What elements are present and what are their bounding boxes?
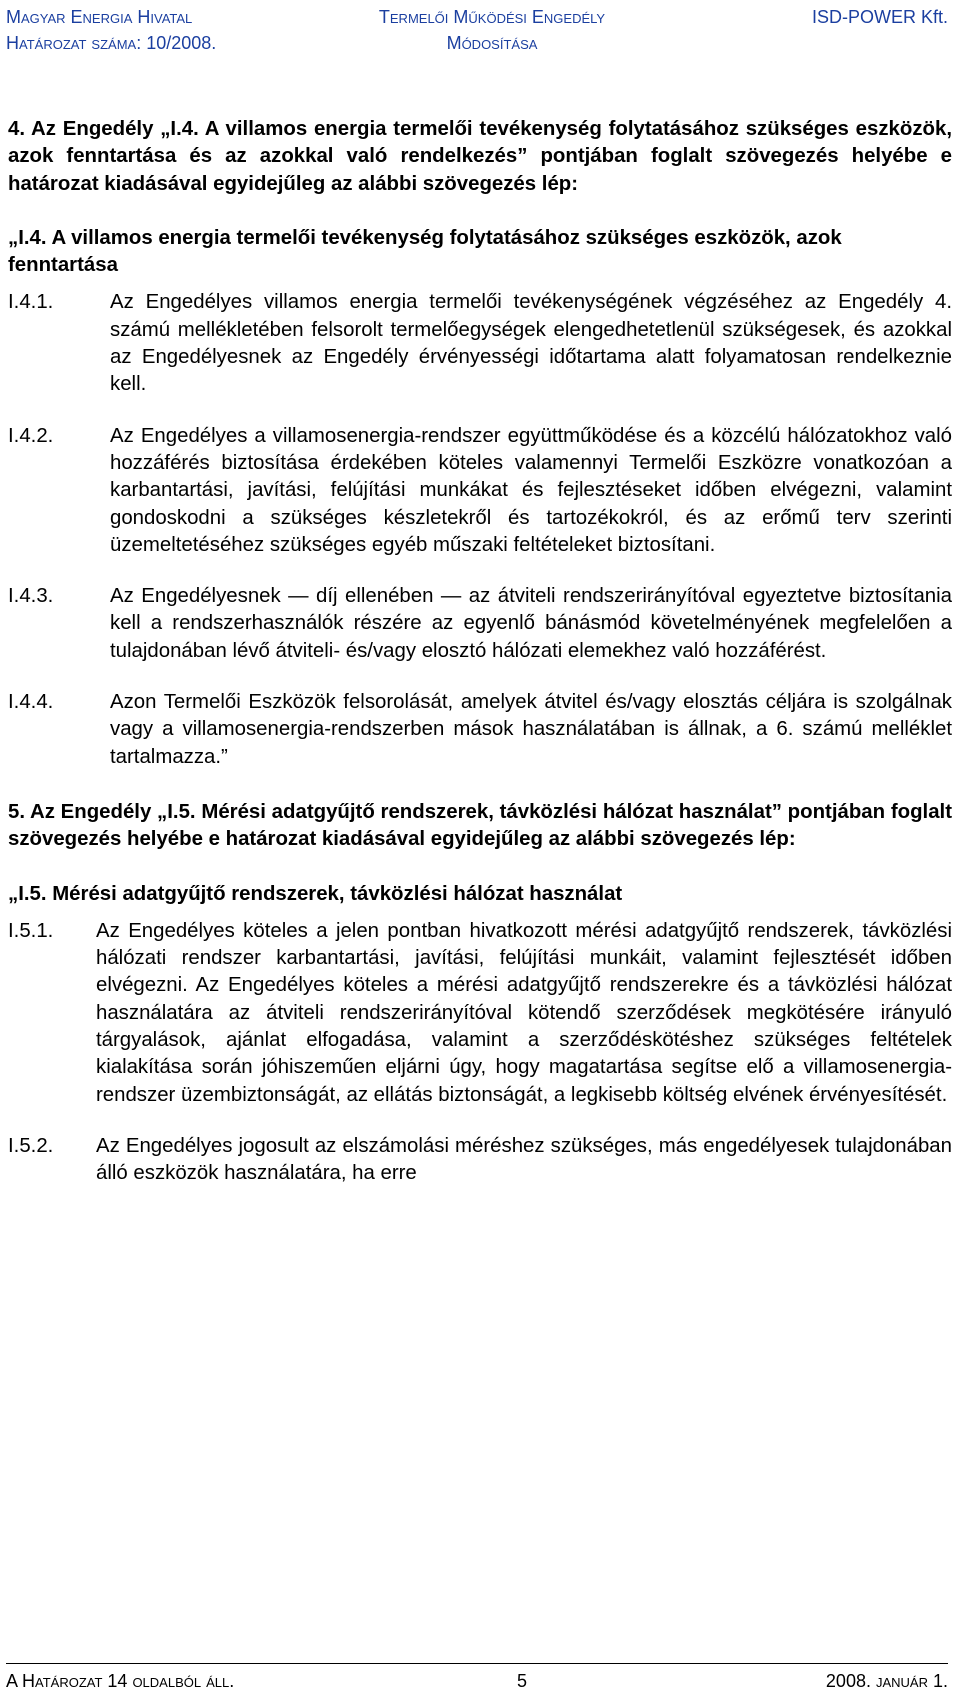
item-number: I.5.1.: [8, 919, 54, 942]
list-item: [8, 289, 952, 398]
item-text: Az Engedélyes jogosult az elszámolási méréshez szükséges, más engedélyesek tulajdonában álló eszközök használatára, ha erre: [96, 1134, 952, 1185]
header-company: ISD-POWER Kft.: [811, 7, 948, 27]
header-amendment: Módosítása: [446, 33, 538, 53]
item-number: I.4.1.: [8, 291, 54, 314]
item-number: I.4.4.: [8, 691, 54, 714]
header-authority: Magyar Energia Hivatal: [6, 7, 193, 27]
item-text: Az Engedélyes köteles a jelen pontban hivatkozott mérési adatgyűjtő rendszerek, távközlési hálózati rendszer karbantartási, javítási, felújítási munkáit, valamint fejlesztését időben elvégezni. Az Engedélyes köteles a mérési adatgyűjtő rendszerekre és a távközlési hálózat használatára az átviteli rendszerirányítóval kötendő szerződések megkötésére irányuló tárgyalások, ajánlat elfogadása, valamint a szerződéskötéshez szükséges feltételek kialakítása során jóhiszeműen eljárni úgy, hogy magatartása segítse elő a villamosenergia-rendszer üzembiztonságát, az ellátás biztonságát, a legkisebb költség elvének érvényesítését.: [96, 919, 952, 1106]
footer-page-count: A Határozat 14 oldalból áll.: [6, 1671, 235, 1691]
section-5-heading: „I.5. Mérési adatgyűjtő rendszerek, távközlési hálózat használat: [8, 882, 623, 905]
item-text: Az Engedélyes villamos energia termelői tevékenységének végzéséhez az Engedély 4. számú mellékletében felsorolt termelőegységek elengedhetetlenül szükségesek, és azokkal az Engedélyesnek az Engedély érvényességi időtartama alatt folyamatosan rendelkeznie kell.: [110, 291, 952, 396]
list-item: [8, 583, 952, 665]
footer-divider: [6, 1663, 948, 1664]
section-5-intro: 5. Az Engedély „I.5. Mérési adatgyűjtő rendszerek, távközlési hálózat használat” pontjában foglalt szövegezés helyébe e határozat kiadásával egyidejűleg az alábbi szövegezés lép:: [8, 800, 952, 851]
list-item: [8, 689, 952, 771]
page-header: [6, 4, 948, 56]
header-decision-number: Határozat száma: 10/2008.: [6, 33, 217, 53]
page-footer: [6, 1663, 948, 1692]
list-item: [8, 1133, 952, 1188]
item-number: I.4.3.: [8, 585, 54, 608]
document-body: [8, 116, 952, 1188]
item-text: Az Engedélyes a villamosenergia-rendszer együttműködése és a közcélú hálózatokhoz való hozzáférés biztosítása érdekében köteles valamennyi Termelői Eszközre vonatkozóan a karbantartási, javítási, felújítási munkákat és fejlesztéseket időben elvégezni, valamint gondoskodni a szükséges készletekről és tartozékokról, és az erőmű terv szerinti üzemeltetéséhez szükséges egyéb műszaki feltételeket biztosítani.: [110, 424, 952, 556]
header-doc-type: Termelői Működési Engedély: [378, 7, 606, 27]
section-4-intro: 4. Az Engedély „I.4. A villamos energia termelői tevékenység folytatásához szükséges eszközök, azok fenntartása és az azokkal való rendelkezés” pontjában foglalt szövegezés helyébe e határozat kiadásával egyidejűleg az alábbi szövegezés lép:: [8, 118, 952, 195]
item-text: Azon Termelői Eszközök felsorolását, amelyek átvitel és/vagy elosztás céljára is szolgálnak vagy a villamosenergia-rendszerben mások használatában is állnak, a 6. számú melléklet tartalmazza.”: [110, 691, 952, 768]
item-number: I.4.2.: [8, 424, 54, 447]
section-4-items: [8, 289, 952, 770]
section-4-heading: „I.4. A villamos energia termelői tevékenység folytatásához szükséges eszközök, azok fenntartása: [8, 226, 842, 277]
footer-page-number: 5: [516, 1671, 527, 1691]
item-number: I.5.2.: [8, 1134, 54, 1157]
item-text: Az Engedélyesnek — díj ellenében — az átviteli rendszerirányítóval egyeztetve biztosítania kell a rendszerhasználók részére az egyenlő bánásmód követelményének megfelelően a tulajdonában lévő átviteli- és/vagy elosztó hálózati elemekhez való hozzáférést.: [110, 585, 952, 662]
footer-date: 2008. január 1.: [825, 1671, 948, 1691]
section-5-items: [8, 918, 952, 1188]
list-item: [8, 423, 952, 559]
list-item: [8, 918, 952, 1109]
